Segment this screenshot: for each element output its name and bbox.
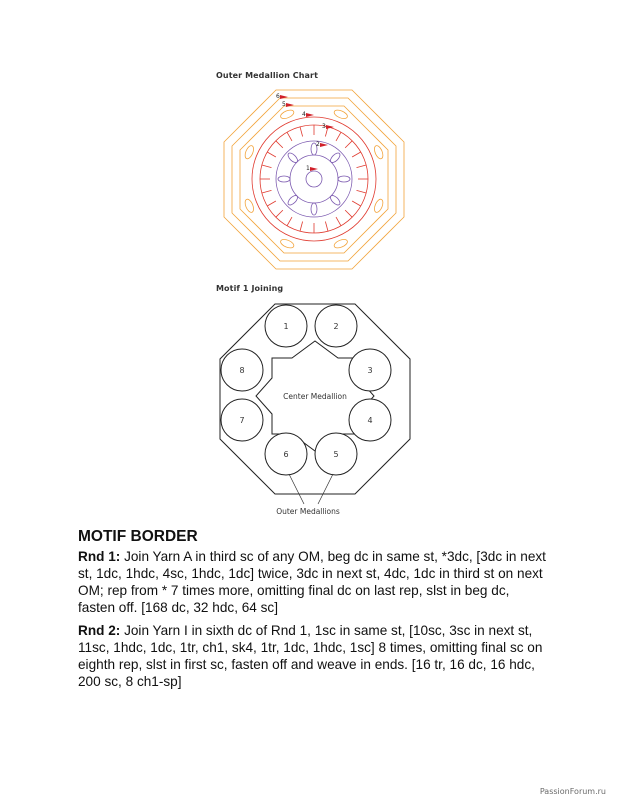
dc-stitch	[276, 210, 283, 217]
round-number-6: 6	[276, 93, 280, 100]
dc-stitch	[262, 190, 272, 193]
round-number-3: 3	[322, 123, 326, 130]
petal-stitch	[286, 194, 299, 207]
chain-space-stitch	[279, 108, 295, 120]
chain-space-stitch	[243, 144, 255, 160]
chain-space-stitch	[243, 198, 255, 214]
motif-joining-diagram	[212, 296, 418, 520]
chain-space-stitch	[279, 238, 295, 250]
joining-title: Motif 1 Joining	[216, 284, 284, 293]
dc-stitch	[352, 152, 361, 157]
dc-stitch	[267, 201, 276, 206]
outer-medallion-number-2: 2	[333, 322, 339, 331]
petal-stitch	[338, 176, 350, 182]
motif-border-section	[78, 528, 548, 696]
chain-space-stitch	[373, 198, 385, 214]
round-start-marker	[280, 95, 288, 99]
petal-stitch	[286, 151, 299, 164]
dc-stitch	[300, 127, 303, 137]
outer-medallion-number-7: 7	[239, 416, 245, 425]
dc-stitch	[336, 132, 341, 141]
petal-stitch	[311, 203, 317, 215]
dc-stitch	[352, 201, 361, 206]
round-1-instructions	[78, 548, 548, 616]
outer-medallion-number-5: 5	[333, 450, 339, 459]
dc-stitch	[276, 141, 283, 148]
dc-stitch	[300, 222, 303, 232]
round-1-label: Rnd 1:	[78, 549, 121, 564]
round-2-label: Rnd 2:	[78, 623, 121, 638]
round-1-text: Join Yarn A in third sc of any OM, beg dc in same st, *3dc, [3dc in next st, 1dc, 1hdc, 4sc, 1hdc, 1dc] twice, 3dc in next st, 4dc, 1dc in third st on next OM; rep from * 7 times more, omitting final dc on last rep, slst in beg dc, fasten off. [168 dc, 32 hdc, 64 sc]	[78, 549, 546, 615]
round-number-1: 1	[306, 165, 310, 172]
outer-medallions-label: Outer Medallions	[276, 507, 340, 516]
round-number-5: 5	[282, 101, 286, 108]
dc-stitch	[357, 165, 367, 168]
outer-chart-title: Outer Medallion Chart	[216, 71, 319, 80]
dc-stitch	[345, 141, 352, 148]
dc-stitch	[357, 190, 367, 193]
round-start-marker	[286, 103, 294, 107]
round-start-marker	[310, 167, 318, 171]
chain-space-stitch	[333, 238, 349, 250]
dc-stitch	[345, 210, 352, 217]
round-number-4: 4	[302, 111, 306, 118]
round-start-marker	[306, 113, 314, 117]
dc-stitch	[267, 152, 276, 157]
dc-stitch	[336, 217, 341, 226]
round-2-instructions	[78, 622, 548, 690]
chain-space-stitch	[333, 108, 349, 120]
round-number-2: 2	[316, 141, 320, 148]
outer-medallion-number-8: 8	[239, 366, 245, 375]
dc-stitch	[287, 217, 292, 226]
outer-medallion-number-3: 3	[367, 366, 373, 375]
pointer-line-6	[289, 474, 304, 504]
pointer-line-5	[318, 474, 333, 504]
center-medallion-label: Center Medallion	[283, 392, 347, 401]
outer-medallion-chart	[204, 82, 424, 277]
outer-medallion-number-4: 4	[367, 416, 373, 425]
petal-stitch	[329, 194, 342, 207]
dc-stitch	[262, 165, 272, 168]
petal-stitch	[329, 151, 342, 164]
round-2-text: Join Yarn I in sixth dc of Rnd 1, 1sc in same st, [10sc, 3sc in next st, 11sc, 1hdc, 1dc, 1tr, ch1, sk4, 1tr, 1dc, 1hdc, 1sc] 8 times, omitting final sc on eighth rep, slst in first sc, fasten off and weave in ends. [16 tr, 16 dc, 16 hdc, 200 sc, 8 ch1-sp]	[78, 623, 543, 689]
dc-stitch	[287, 132, 292, 141]
section-title: MOTIF BORDER	[78, 528, 198, 545]
dc-stitch	[325, 222, 328, 232]
outer-medallion-number-1: 1	[283, 322, 289, 331]
chain-space-stitch	[373, 144, 385, 160]
watermark: PassionForum.ru	[539, 787, 606, 796]
petal-stitch	[278, 176, 290, 182]
outer-medallion-number-6: 6	[283, 450, 289, 459]
